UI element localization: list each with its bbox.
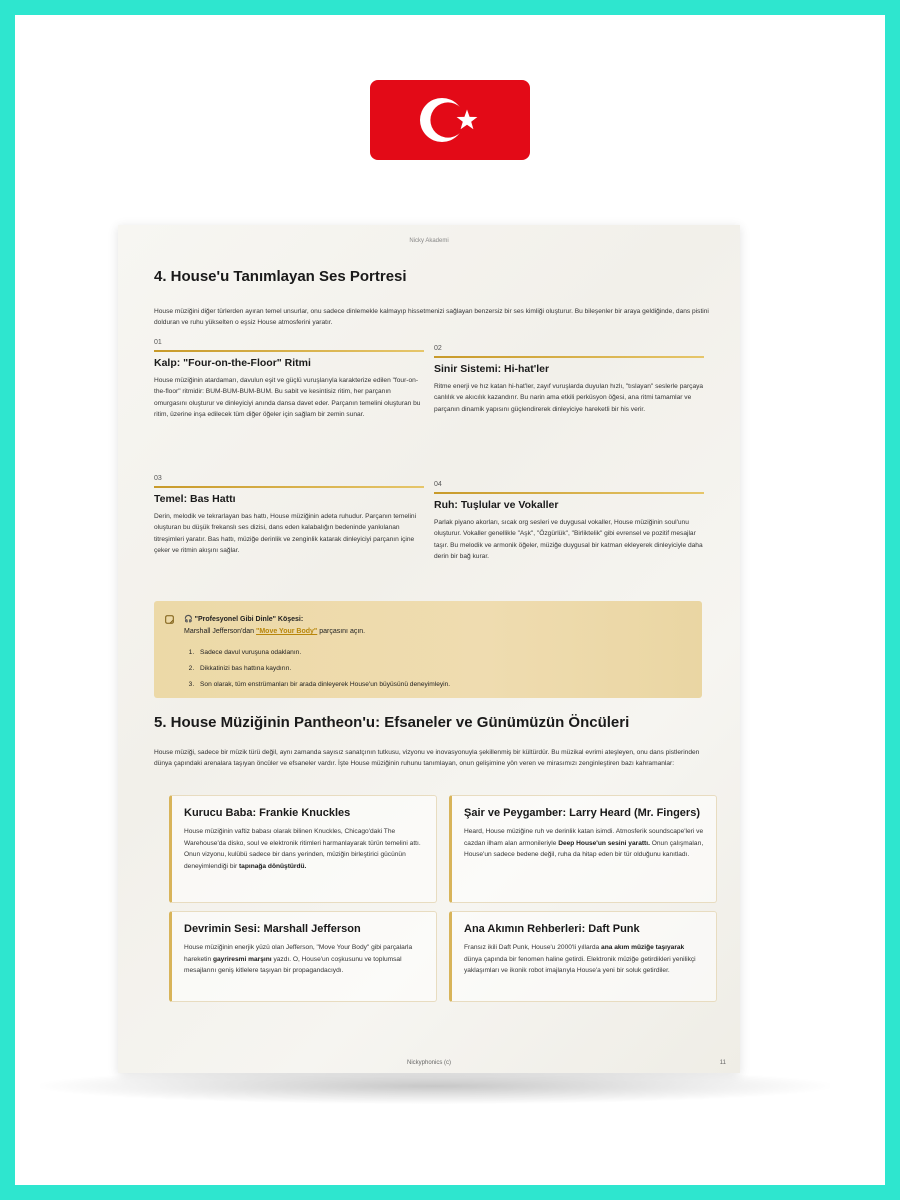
feature-rule <box>434 356 704 358</box>
feature-title: Ruh: Tuşlular ve Vokaller <box>434 498 559 511</box>
listening-tip-callout <box>154 601 702 698</box>
legend-card <box>449 795 717 903</box>
feature-title: Kalp: "Four-on-the-Floor" Ritmi <box>154 356 311 369</box>
card-title: Şair ve Peygamber: Larry Heard (Mr. Fingers) <box>464 807 700 819</box>
legend-card <box>169 795 437 903</box>
document-page <box>118 225 740 1073</box>
feature-item <box>154 339 424 421</box>
section-4-title: 4. House'u Tanımlayan Ses Portresi <box>154 268 407 285</box>
section-4-intro: House müziğini diğer türlerden ayıran temel unsurlar, onu sadece dinlemekle kalmayıp hissetmenizi sağlayan benzersiz bir ses kimliği oluşturur. Bu bileşenler bir araya geldiğinde, dans pistini dolduran ve ruhu yükselten o eşsiz House atmosferini yaratır. <box>154 308 709 326</box>
card-text: House müziğinin vaftiz babası olarak bilinen Knuckles, Chicago'daki The Warehouse'da disko, soul ve elektronik ritimleri harmanlayarak türün temelini attı. Onun vizyonu, kulübü sadece bir dans yerinden, müziğin birleştirici gücünün deneyimlendiği bir tapınağa dönüştürdü. <box>184 828 421 870</box>
feature-item <box>154 475 424 557</box>
card-title: Devrimin Sesi: Marshall Jefferson <box>184 923 361 935</box>
feature-number: 01 <box>154 339 162 346</box>
page-number: 11 <box>719 1060 726 1066</box>
feature-text: House müziğinin atardamarı, davulun eşit ve güçlü vuruşlarıyla karakterize edilen "four-on-the-floor" ritmidir: BUM-BUM-BUM-BUM. Bu sabit ve kesintisiz ritim, her parçanın omurgasını oluşturur ve dinleyiciyi anında dansa davet eder. Parçanın temelini oluşturan bu ritim, üzerine inşa edilecek tüm diğer öğeler için sağlam bir zemin sunar. <box>154 376 421 419</box>
list-item: 2. Dikkatinizi bas hattına kaydırın. <box>196 665 450 681</box>
legend-card <box>449 911 717 1002</box>
callout-lead-text-end: parçasını açın. <box>317 628 366 635</box>
feature-text: Parlak piyano akorları, sıcak org sesleri ve duygusal vokaller, House müziğinin soul'unu oluşturur. Vokaller genellikle "Aşk", "Özgürlük", "Birliktelik" gibi evrensel ve pozitif mesajlar taşır. Bu melodik ve armonik öğeler, müziğe duygusal bir katman ekleyerek dinleyiciyle daha derin bir bağ kurar. <box>434 518 703 561</box>
feature-title: Temel: Bas Hattı <box>154 492 236 505</box>
page-header: Nicky Akademi <box>409 238 449 244</box>
feature-number: 02 <box>434 345 442 352</box>
feature-rule <box>154 350 424 352</box>
list-item: 1. Sadece davul vuruşuna odaklanın. <box>196 649 450 665</box>
feature-rule <box>434 492 704 494</box>
callout-title: 🎧 "Profesyonel Gibi Dinle" Köşesi: <box>184 616 304 623</box>
feature-title: Sinir Sistemi: Hi-hat'ler <box>434 362 550 375</box>
feature-number: 04 <box>434 481 442 488</box>
turkey-crescent-star-icon <box>370 80 530 160</box>
callout-lead <box>184 628 365 635</box>
card-title: Kurucu Baba: Frankie Knuckles <box>184 807 351 819</box>
feature-text: Derin, melodik ve tekrarlayan bas hattı, House müziğinin adeta ruhudur. Parçanın temelini oluşturan bu düşük frekanslı ses dizisi, dans eden kalabalığın bedeninde yankılanan titreşimleri yaratır. Bas hattı, müziğe derinlik ve zenginlik katarak dinleyiciyi parçanın içine çeker ve ritmin akışını sağlar. <box>154 512 417 555</box>
note-icon <box>165 615 174 624</box>
card-text: Fransız ikili Daft Punk, House'u 2000'li yıllarda ana akım müziğe taşıyarak dünya çapında bir fenomen haline getirdi. Elektronik müziğe getirdikleri yenilikçi yaklaşımları ve ikonik robot imajlarıyla House'a yeni bir soluk getirdiler. <box>464 944 696 975</box>
page-footer: Nickyphonics (c) <box>406 1060 451 1066</box>
section-5-title: 5. House Müziğinin Pantheon'u: Efsaneler ve Günümüzün Öncüleri <box>154 714 630 731</box>
feature-item <box>434 481 704 563</box>
feature-rule <box>154 486 424 488</box>
feature-item <box>434 345 704 415</box>
feature-text: Ritme enerji ve hız katan hi-hat'ler, zayıf vuruşlarda duyulan hızlı, "tıslayan" seslerle parçaya canlılık ve akıcılık kazandırır. Bu narin ama etkili perküsyon öğesi, ana ritmi tamamlar ve parçanın dinamik yapısını güçlendirerek dinleyiciye hareketli bir his verir. <box>434 382 704 413</box>
legend-card <box>169 911 437 1002</box>
card-text: Heard, House müziğine ruh ve derinlik katan isimdi. Atmosferik soundscape'leri ve cazdan ilham alan armonileriyle Deep House'un sesini yarattı. Onun çalışmaları, House'un sadece bedene değil, ruha da hitap eden bir tür olduğunu kanıtladı. <box>464 828 704 859</box>
section-5-intro: House müziği, sadece bir müzik türü değil, aynı zamanda sayısız sanatçının tutkusu, vizyonu ve inovasyonuyla şekillenmiş bir kültürdür. Bu müzikal evrimi ateşleyen, onu dans pistlerinden dünya çapındaki arenalara taşıyan öncüler ve efsaneler vardır. İşte House müziğinin ruhunu tanımlayan, onun gelişimine yön veren ve mirasımızı zenginleştiren bazı kahramanlar: <box>154 749 700 767</box>
card-text: House müziğinin enerjik yüzü olan Jefferson, "Move Your Body" gibi parçalarla hareketin gayriresmi marşını yazdı. O, House'un coşkusunu ve toplumsal mesajlarını geniş kitlelere taşıyan bir propagandacıydı. <box>184 944 413 975</box>
page-shadow <box>40 1068 830 1104</box>
song-link[interactable]: "Move Your Body" <box>256 628 318 635</box>
list-item: 3. Son olarak, tüm enstrümanları bir arada dinleyerek House'un büyüsünü deneyimleyin. <box>196 681 450 697</box>
card-title: Ana Akımın Rehberleri: Daft Punk <box>464 923 640 935</box>
turkish-flag <box>370 80 530 160</box>
feature-number: 03 <box>154 475 162 482</box>
callout-lead-text: Marshall Jefferson'dan <box>184 628 257 635</box>
callout-steps <box>184 649 450 697</box>
